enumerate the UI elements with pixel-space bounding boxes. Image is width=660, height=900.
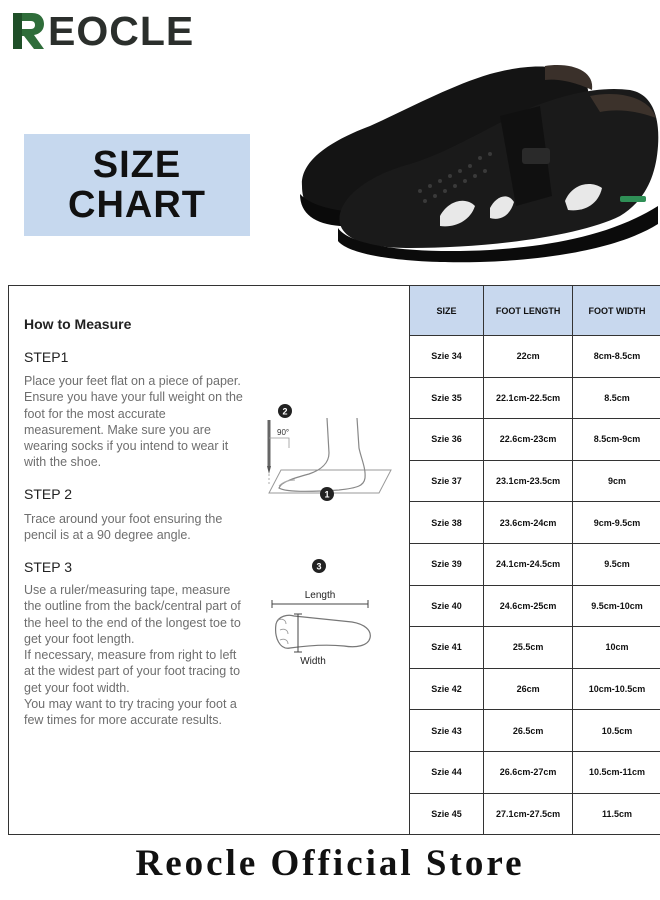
cell-width: 8cm-8.5cm	[573, 336, 660, 378]
cell-width: 10.5cm-11cm	[573, 751, 660, 793]
cell-width: 8.5cm-9cm	[573, 419, 660, 461]
header-foot-length: FOOT LENGTH	[484, 286, 573, 336]
foot-tracing-diagram	[249, 398, 399, 508]
cell-width: 11.5cm	[573, 793, 660, 835]
cell-width: 10cm-10.5cm	[573, 668, 660, 710]
size-chart-label	[24, 134, 250, 236]
table-header-row	[410, 286, 660, 336]
cell-size: Szie 34	[410, 336, 484, 378]
size-chart-line2: CHART	[68, 184, 206, 226]
table-row	[410, 793, 660, 835]
brand-logo	[10, 8, 194, 54]
cell-length: 22.6cm-23cm	[484, 419, 573, 461]
brand-logo-text: EOCLE	[48, 8, 195, 54]
cell-length: 22cm	[484, 336, 573, 378]
brand-r-mark-icon	[10, 11, 46, 51]
cell-size: Szie 39	[410, 543, 484, 585]
cell-length: 23.6cm-24cm	[484, 502, 573, 544]
table-row	[410, 751, 660, 793]
size-chart-line1: SIZE	[92, 144, 182, 186]
cell-width: 8.5cm	[573, 377, 660, 419]
badge-2: 2	[282, 406, 288, 417]
table-row	[410, 336, 660, 378]
table-row	[410, 377, 660, 419]
cell-length: 26.5cm	[484, 710, 573, 752]
step2-title: STEP 2	[24, 486, 72, 502]
table-row	[410, 585, 660, 627]
cell-length: 26.6cm-27cm	[484, 751, 573, 793]
cell-length: 23.1cm-23.5cm	[484, 460, 573, 502]
step3-text: Use a ruler/measuring tape, measure the outline from the back/central part of the heel to the end of the longest toe to get your foot length. If necessary, measure from right to left at the widest part of your foot tracing to get your foot width. You may want to try tracing your foot a few times for more accurate results.	[24, 583, 241, 728]
cell-length: 24.6cm-25cm	[484, 585, 573, 627]
size-guide-panel	[8, 285, 660, 835]
table-row	[410, 710, 660, 752]
cell-width: 9.5cm-10cm	[573, 585, 660, 627]
step2-text: Trace around your foot ensuring the pencil is at a 90 degree angle.	[24, 512, 223, 543]
sandal-shoes-image	[290, 56, 660, 270]
cell-width: 9cm	[573, 460, 660, 502]
how-to-measure-section	[9, 286, 409, 834]
header-foot-width: FOOT WIDTH	[573, 286, 660, 336]
table-row	[410, 502, 660, 544]
step1-text: Place your feet flat on a piece of paper. Ensure you have your full weight on the foot for the most accurate measurement. Make sure you are wearing socks if you intend to wear it with the shoe.	[24, 374, 243, 470]
step1-title: STEP1	[24, 349, 69, 365]
step3-title: STEP 3	[24, 559, 72, 575]
table-row	[410, 419, 660, 461]
cell-size: Szie 38	[410, 502, 484, 544]
cell-size: Szie 43	[410, 710, 484, 752]
cell-size: Szie 35	[410, 377, 484, 419]
cell-length: 22.1cm-22.5cm	[484, 377, 573, 419]
cell-length: 27.1cm-27.5cm	[484, 793, 573, 835]
cell-size: Szie 40	[410, 585, 484, 627]
cell-width: 9.5cm	[573, 543, 660, 585]
size-table	[409, 285, 660, 835]
table-row	[410, 543, 660, 585]
badge-1: 1	[324, 489, 330, 500]
cell-width: 9cm-9.5cm	[573, 502, 660, 544]
table-row	[410, 668, 660, 710]
cell-size: Szie 36	[410, 419, 484, 461]
cell-size: Szie 37	[410, 460, 484, 502]
cell-size: Szie 45	[410, 793, 484, 835]
badge-3: 3	[316, 561, 322, 572]
foot-length-width-diagram	[264, 554, 384, 684]
table-row	[410, 460, 660, 502]
angle-label: 90°	[277, 428, 290, 437]
table-row	[410, 627, 660, 669]
cell-length: 25.5cm	[484, 627, 573, 669]
cell-size: Szie 44	[410, 751, 484, 793]
cell-width: 10cm	[573, 627, 660, 669]
width-label: Width	[300, 656, 326, 667]
cell-length: 24.1cm-24.5cm	[484, 543, 573, 585]
cell-length: 26cm	[484, 668, 573, 710]
store-name: Reocle Official Store	[135, 843, 525, 884]
cell-size: Szie 42	[410, 668, 484, 710]
length-label: Length	[304, 590, 336, 601]
cell-size: Szie 41	[410, 627, 484, 669]
cell-width: 10.5cm	[573, 710, 660, 752]
how-to-measure-heading: How to Measure	[24, 316, 132, 332]
header-size: SIZE	[410, 286, 484, 336]
